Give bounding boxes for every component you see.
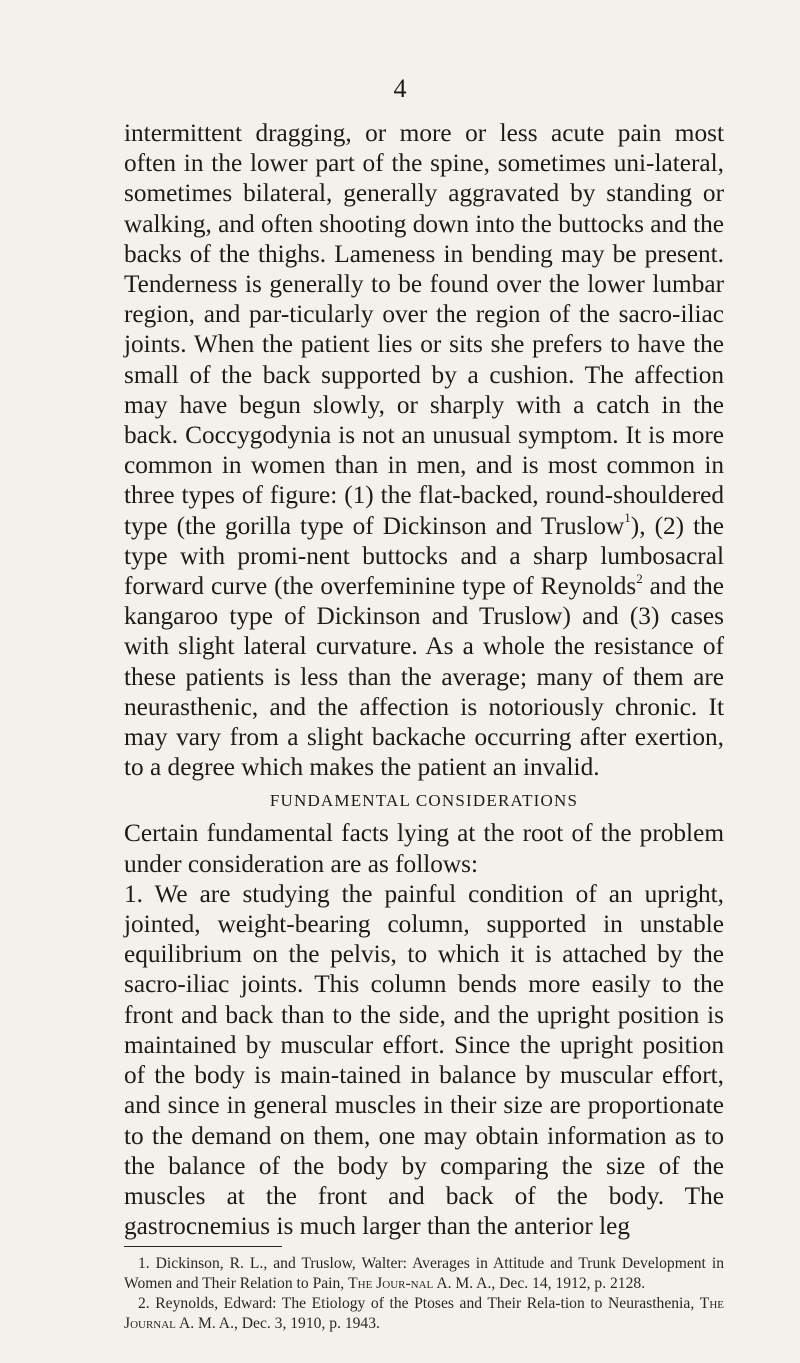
journal-name: The Journal bbox=[124, 1295, 724, 1332]
footnotes bbox=[124, 1254, 724, 1334]
footnote-ref-2: 2 bbox=[636, 570, 643, 586]
section-heading: FUNDAMENTAL CONSIDERATIONS bbox=[269, 791, 579, 811]
paragraph-text: intermittent dragging, or more or less acute pain most often in the lower part of the spine, sometimes uni-lateral, sometimes bilateral, generally aggravated by standing or walking, and often shooting down into the buttocks and the backs of the thighs. Lameness in bending may be present. Tenderness is generally to be found over the lower lumbar region, and par-ticularly over the region of the sacro-iliac joints. When the patient lies or sits she prefers to have the small of the back supported by a cushion. The affection may have begun slowly, or sharply with a catch in the back. Coccygodynia is not an unusual symptom. It is more common in women than in men, and is most common in three types of figure: (1) the flat-backed, round-shouldered type (the gorilla type of Dickinson and Truslow bbox=[124, 119, 725, 540]
footnote-divider bbox=[124, 1246, 282, 1247]
footnote-2 bbox=[124, 1294, 724, 1334]
page-number: 4 bbox=[393, 74, 407, 103]
footnote-ref-1: 1 bbox=[624, 510, 631, 526]
paragraph-text: ), (2) the type with promi-nent buttocks and a sharp lumbosacral forward curve (the overfeminine type of Reynolds bbox=[124, 511, 724, 601]
section-intro: Certain fundamental facts lying at the root of the problem under consideration are as follows: bbox=[124, 819, 724, 878]
footnote-1 bbox=[124, 1254, 724, 1294]
journal-name: The Jour-nal bbox=[348, 1275, 434, 1292]
numbered-item-1: 1. We are studying the painful condition of an upright, jointed, weight-bearing column, supported in unstable equilibrium on the pelvis, to which it is attached by the sacro-iliac joints. This column bends more easily to the front and back than to the side, and the upright position is maintained by muscular effort. Since the upright position of the body is main-tained in balance by muscular effort, and since in general muscles in their size are proportionate to the demand on them, one may obtain information as to the balance of the body by comparing the size of the muscles at the front and back of the body. The gastrocnemius is much larger than the anterior leg bbox=[124, 879, 724, 1241]
paragraph-text: and the kangaroo type of Dickinson and Truslow) and (3) cases with slight lateral curvature. As a whole the resistance of these patients is less than the average; many of them are neurasthenic, and the affection is notoriously chronic. It may vary from a slight backache occurring after exertion, to a degree which makes the patient an invalid. bbox=[124, 572, 724, 782]
footnote-text: A. M. A., Dec. 14, 1912, p. 2128. bbox=[433, 1275, 646, 1292]
footnote-text: 1. Dickinson, R. L., and Truslow, Walter: Averages in Attitude and Trunk Development in Women and Their Relation to Pain, bbox=[124, 1255, 724, 1292]
footnote-text: A. M. A., Dec. 3, 1910, p. 1943. bbox=[175, 1315, 380, 1332]
footnote-text: 2. Reynolds, Edward: The Etiology of the Ptoses and Their Rela-tion to Neurasthenia, bbox=[138, 1295, 700, 1312]
paragraph-symptoms bbox=[124, 118, 724, 782]
body-text bbox=[124, 118, 724, 1241]
